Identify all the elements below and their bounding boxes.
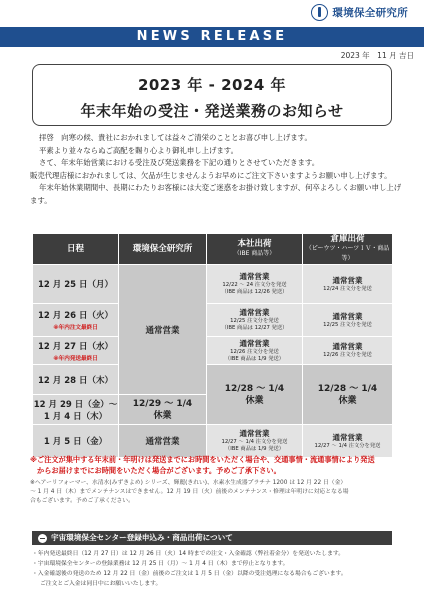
greeting-line: 拝啓 向寒の候、貴社におかれましては益々ご清栄のこととお喜び申し上げます。 (39, 133, 312, 142)
hq-cell (207, 337, 303, 365)
date-cell: 1 月 5 日（金） (33, 425, 119, 458)
date-label: 12 月 26 日（火） (37, 311, 114, 321)
hq-status: 通常営業 (239, 429, 270, 438)
warning-line: ※ご注文が集中する年末前・年明けは発送までにお時間をいただく場合や、交通事情・流通事情により発送 (30, 455, 375, 464)
wh-detail: 12/27 ～ 1/4 注文分を発送 (314, 442, 381, 449)
table-row (33, 337, 393, 365)
header-hq-sub: （IBE 商品等） (233, 250, 276, 257)
hq-detail: 12/22 ～ 24 注文分を発送 (222, 282, 287, 288)
hq-holiday-range: 12/28 ～ 1/4 (224, 383, 285, 394)
hq-ibe-note: （IBE 商品は 12/26 発送） (221, 289, 288, 295)
wh-cell (303, 425, 393, 458)
org-logo-icon (311, 4, 328, 21)
apology-line: 年末年始休業期間中、長期にわたりお客様には大変ご迷惑をお掛け致しますが、何卒よろしくお願い申し上げます。 (30, 183, 402, 205)
date-cell (33, 395, 119, 425)
wh-detail: 12/25 注文分を発送 (323, 321, 372, 328)
schedule-table (32, 233, 393, 458)
maintenance-line: ～ 1 月 4 日（木）までメンテナンスはできません。12 月 19 日（火）前後のメンテナンス・修理は年明けに対応となる場 (30, 489, 349, 495)
news-release-banner: NEWS RELEASE (0, 27, 424, 47)
date-cell (33, 337, 119, 365)
wh-cell (303, 304, 393, 337)
header-hq-shipping (207, 234, 303, 265)
header-date: 日程 (33, 234, 119, 265)
date-note: ※年内注文最終日 (53, 325, 98, 331)
wh-detail: 12/26 注文分を発送 (323, 352, 372, 358)
wh-status: 通常営業 (332, 311, 363, 321)
date-label: 12 月 29 日（金）～ (33, 399, 118, 410)
table-row (33, 304, 393, 337)
hq-holiday-cell (207, 365, 303, 425)
hq-cell (207, 425, 303, 458)
date-cell: 12 月 28 日（木） (33, 365, 119, 395)
lab-holiday-range: 12/29 ～ 1/4 (132, 398, 193, 409)
table-row (33, 365, 393, 395)
date-cell: 12 月 25 日（月） (33, 265, 119, 304)
maintenance-line: 合もございます。予めご了承ください。 (30, 498, 134, 504)
table-row (33, 265, 393, 304)
list-item: ・年内発送最終日（12 月 27 日）は 12 月 26 日（火）14 時までの注文・入金確認（弊社着金分）を発送いたします。 (32, 551, 345, 557)
center-section-title: 宇宙環境保全センター登録申込み・商品出荷について (51, 533, 233, 542)
list-item: ・入金確認後の発送のため 12 月 22 日（金）前後のご注文は 1 月 5 日（金）以降の受注処理になる場合もございます。 (32, 571, 347, 577)
table-row (33, 425, 393, 458)
wh-holiday-cell (303, 365, 393, 425)
list-item: ご注文とご入金は同日中にお願いいたします。 (40, 581, 162, 587)
wh-detail: 12/24 注文分を発送 (323, 285, 372, 292)
hq-status: 通常営業 (239, 272, 270, 281)
notice-line: さて、年末年始営業における受注及び発送業務を下記の通りとさせていただきます。 (39, 158, 320, 168)
lab-holiday-label: 休業 (153, 410, 172, 421)
header-wh-label: 倉庫出荷 (330, 234, 365, 244)
hq-cell (207, 265, 303, 304)
date-cell (33, 304, 119, 337)
list-item: ・宇宙環境保全センターの登録業務は 12 月 25 日（月）～ 1 月 4 日（木）まで停止となります。 (32, 561, 289, 567)
wh-status: 通常営業 (332, 275, 363, 285)
hq-status: 通常営業 (239, 308, 270, 317)
hq-detail: 12/25 注文分を発送 (230, 318, 279, 324)
wh-holiday-range: 12/28 ～ 1/4 (317, 383, 378, 394)
title-years: 2023 年 - 2024 年 (137, 76, 287, 94)
delivery-warning (30, 454, 402, 476)
title-box (32, 64, 392, 126)
date-label: 12 月 27 日（水） (37, 341, 114, 352)
header-lab: 環境保全研究所 (119, 234, 207, 265)
date-label-end: 1 月 4 日（木） (43, 411, 108, 422)
warning-line: からお届けまでにお時間をいただく場合がございます。予めご了承下さい。 (37, 466, 281, 475)
hq-ibe-note: （IBE 商品は 12/27 発送） (221, 325, 288, 331)
thanks-line: 平素より並々ならぬご高配を賜り心より御礼申し上げます。 (39, 145, 238, 155)
wh-status: 通常営業 (332, 342, 363, 351)
hq-ibe-note: （IBE 商品は 1/9 発送） (224, 446, 285, 452)
center-section-heading (32, 531, 392, 545)
announcement-body (30, 132, 402, 208)
wh-status: 通常営業 (332, 432, 363, 442)
maintenance-note (30, 479, 402, 506)
maintenance-line: ※ヘアーリフォーマー、水清水(みずきよめ) シリーズ、輝麗(きれい)、水素水生成器プラチナ 1200 は 12 月 22 日（金） (30, 480, 347, 486)
hq-holiday-label: 休業 (245, 395, 264, 406)
hq-status: 通常営業 (239, 338, 270, 348)
hq-detail: 12/26 注文分を発送 (230, 348, 279, 355)
header-wh-sub: （ピーウツ・ハーツＩＶ・商品等） (305, 245, 390, 262)
lab-holiday-cell (119, 395, 207, 425)
page-title: 年末年始の受注・発送業務のお知らせ (80, 102, 344, 120)
hq-ibe-note: （IBE 商品は 1/9 発送） (224, 355, 285, 362)
wh-cell (303, 265, 393, 304)
hq-detail: 12/27 ～ 1/4 注文分を発送 (221, 439, 288, 445)
lab-normal-cell: 通常営業 (119, 425, 207, 458)
header-hq-label: 本社出荷 (237, 239, 272, 249)
release-date: 2023 年 11 月 吉日 (340, 51, 414, 60)
no-entry-icon (38, 534, 47, 543)
center-section-notes (32, 549, 404, 589)
lab-normal-cell: 通常営業 (119, 265, 207, 395)
hq-cell (207, 304, 303, 337)
table-header-row (33, 234, 393, 265)
wh-holiday-label: 休業 (338, 395, 357, 406)
org-name: 環境保全研究所 (332, 7, 408, 19)
header-warehouse-shipping (303, 234, 393, 265)
wh-cell (303, 337, 393, 365)
dealer-request-line: 販売代理店様におかれましては、欠品が生じませんようお早めにご注文下さいますようお願い申し上げます。 (30, 170, 392, 180)
date-note: ※年内発送最終日 (53, 355, 98, 362)
org-logo (311, 4, 408, 21)
